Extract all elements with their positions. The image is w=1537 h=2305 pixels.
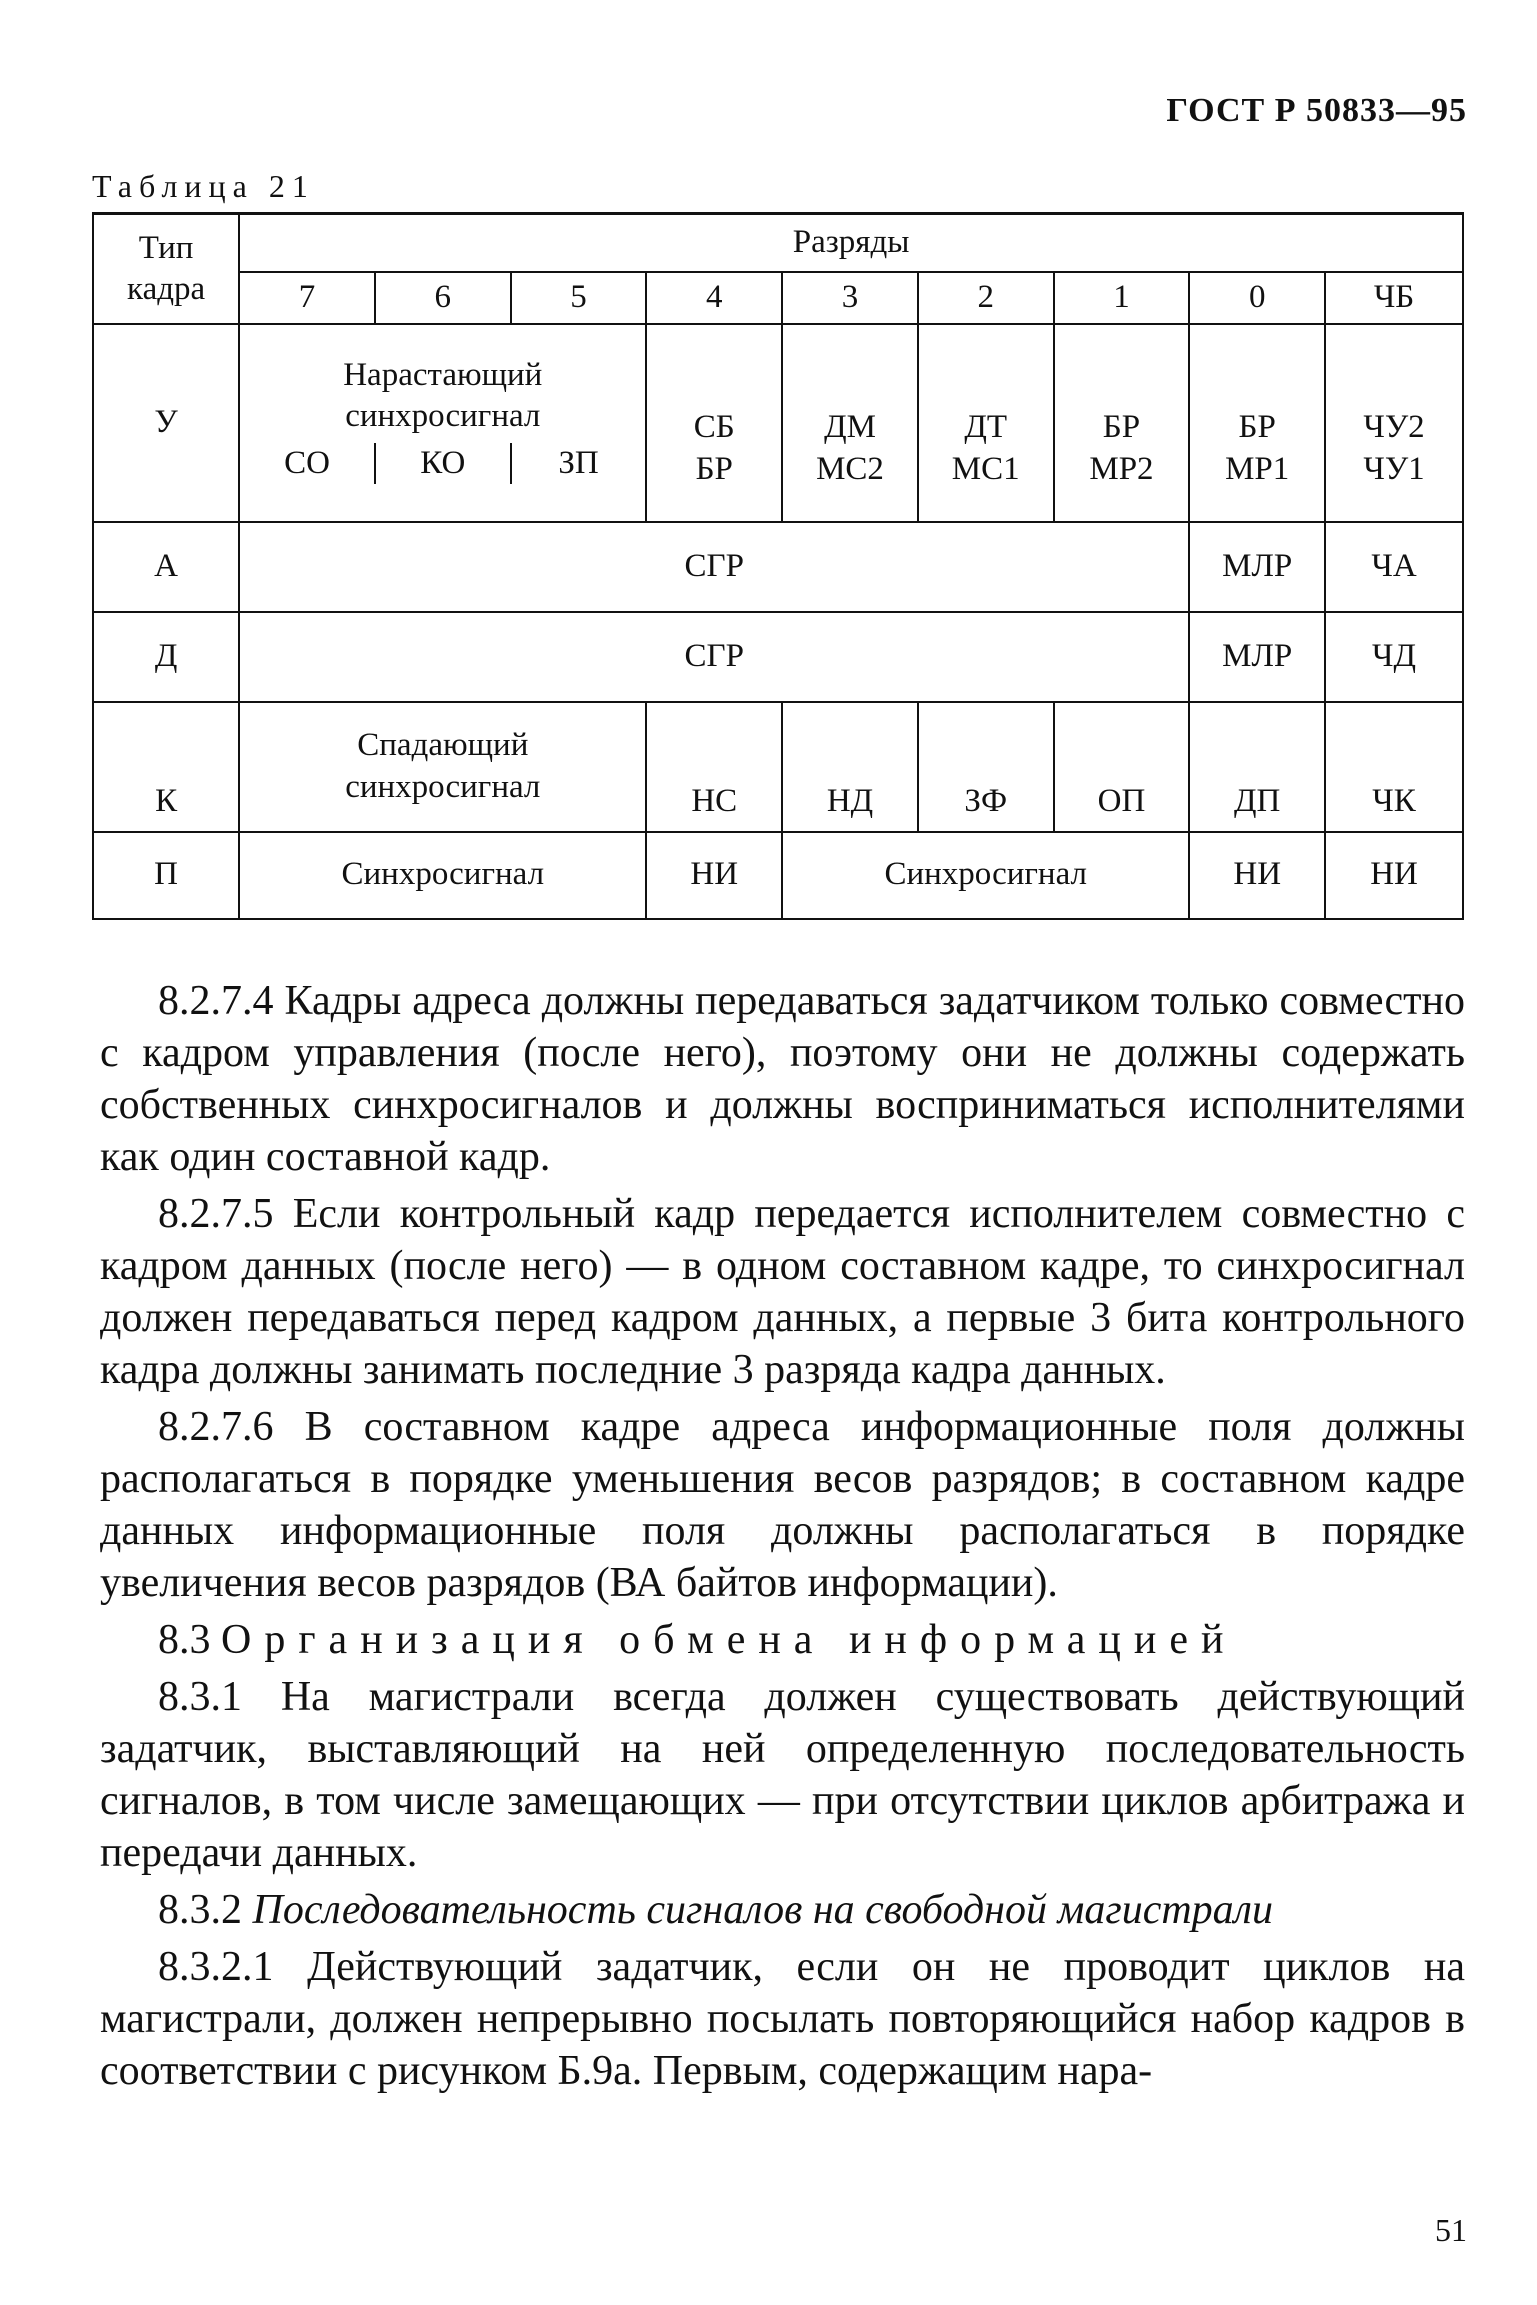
sync-subfield: СО [284,445,330,482]
rising-sync-title: Нарастающий синхросигнал [343,356,543,434]
paragraph-8-3-1: 8.3.1 На магистрали всегда должен существовать действующий задатчик, выставляющий на ней определенную последовательность сигналов, в том числе замещающих — при отсутствии циклов арбитража и передачи данных. [100,1674,1465,1876]
frame-type-cell: У [93,324,239,522]
bit-label: 2 [918,272,1054,324]
heading-title: Последовательность сигналов на свободной магистрали [252,1887,1273,1933]
bit4-cell: НС [646,702,782,832]
bit1-cell: ОП [1054,702,1190,832]
table-caption: Таблица 21 [92,168,315,204]
bit4-cell: НИ [646,832,782,919]
bit4-cell: СБ БР [646,324,782,522]
body-text [100,975,1465,2102]
bit-label: ЧБ [1325,272,1463,324]
parity-cell: ЧУ2 ЧУ1 [1325,324,1463,522]
frame-type-cell: П [93,832,239,919]
header-frame-type: Тип кадра [93,214,239,324]
parity-cell: ЧК [1325,702,1463,832]
bit3-cell: ДМ МС2 [782,324,918,522]
heading-title: Организация обмена информацией [221,1617,1237,1663]
paragraph-8-3-2-1: 8.3.2.1 Действующий задатчик, если он не проводит циклов на магистрали, должен непрерывно посылать повторяющийся набор кадров в соответствии с рисунком Б.9а. Первым, содержащим нара- [100,1944,1465,2094]
table-row-k [93,702,1463,832]
address-field-cell: СГР [239,522,1189,612]
bit3-cell: НД [782,702,918,832]
bit-label: 6 [375,272,511,324]
falling-sync-cell: Спадающий синхросигнал [239,702,646,832]
heading-number: 8.3 [158,1617,211,1663]
page-number: 51 [1435,2212,1467,2248]
frame-type-cell: Д [93,612,239,702]
bit0-cell: МЛР [1189,522,1325,612]
bit2-cell: ЗФ [918,702,1054,832]
sync-subfield: КО [374,443,510,484]
bit-label: 7 [239,272,375,324]
heading-8-3-2 [100,1884,1465,1936]
rising-sync-cell [239,324,646,522]
sync-cell-right: Синхросигнал [782,832,1189,919]
data-field-cell: СГР [239,612,1189,702]
bit-label: 1 [1054,272,1190,324]
sync-subfield: ЗП [510,443,646,484]
paragraph-8-2-7-5: 8.2.7.5 Если контрольный кадр передается исполнителем совместно с кадром данных (после него) — в одном составном кадре, то синхросигнал должен передаваться перед кадром данных, а первые 3 бита контрольного кадра должны занимать последние 3 разряда кадра данных. [100,1191,1465,1393]
parity-cell: НИ [1325,832,1463,919]
bit-label: 5 [511,272,647,324]
parity-cell: ЧА [1325,522,1463,612]
table-row-d [93,612,1463,702]
bit0-cell: БР МР1 [1189,324,1325,522]
frame-bits-table [92,212,1464,920]
bit-label: 4 [646,272,782,324]
rising-sync-subfields [240,443,645,484]
bit0-cell: ДП [1189,702,1325,832]
paragraph-8-2-7-6: 8.2.7.6 В составном кадре адреса информационные поля должны располагаться в порядке уменьшения весов разрядов; в составном кадре данных информационные поля должны располагаться в порядке увеличения весов разрядов (ВА байтов информации). [100,1404,1465,1606]
document-code: ГОСТ Р 50833—95 [1166,92,1467,129]
bit0-cell: НИ [1189,832,1325,919]
bit-label: 3 [782,272,918,324]
table-row-a [93,522,1463,612]
bit2-cell: ДТ МС1 [918,324,1054,522]
paragraph-8-2-7-4: 8.2.7.4 Кадры адреса должны передаваться задатчиком только совместно с кадром управления (после него), поэтому они не должны содержать собственных синхросигналов и должны восприниматься исполнителями как один составной кадр. [100,978,1465,1180]
sync-cell-left: Синхросигнал [239,832,646,919]
heading-8-3 [100,1614,1465,1666]
frame-type-cell: А [93,522,239,612]
table-row-p [93,832,1463,919]
heading-number: 8.3.2 [158,1887,242,1933]
header-bits: Разряды [239,214,1463,272]
bit-label: 0 [1189,272,1325,324]
table-row-u [93,324,1463,522]
bit0-cell: МЛР [1189,612,1325,702]
parity-cell: ЧД [1325,612,1463,702]
frame-type-cell: К [93,702,239,832]
bit1-cell: БР МР2 [1054,324,1190,522]
